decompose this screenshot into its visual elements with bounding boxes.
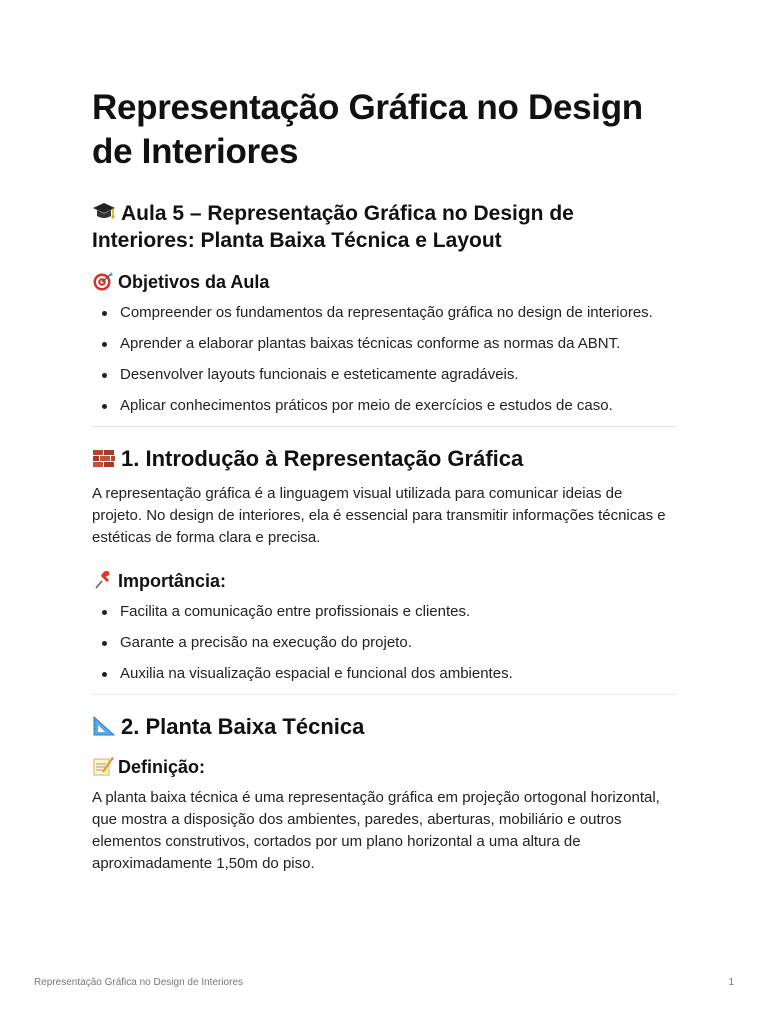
objectives-heading-text: Objetivos da Aula [118, 272, 270, 292]
list-item: Facilita a comunicação entre profissionais e clientes. [120, 601, 676, 623]
list-item: Desenvolver layouts funcionais e esteticamente agradáveis. [120, 364, 676, 386]
objectives-list [92, 302, 676, 417]
importance-heading [92, 569, 676, 593]
definition-heading [92, 755, 676, 779]
bricks-icon [92, 447, 116, 469]
document-page [92, 86, 676, 895]
importance-heading-text: Importância: [118, 571, 227, 591]
section1-paragraph: A representação gráfica é a linguagem visual utilizada para comunicar ideias de projeto. No design de interiores, ela é essencial para transmitir informações técnicas e estéticas de forma clara e precisa. [92, 485, 666, 546]
section1-heading [92, 445, 676, 473]
list-item: Aprender a elaborar plantas baixas técnicas conforme as normas da ABNT. [120, 333, 676, 355]
section1-heading-text: 1. Introdução à Representação Gráfica [121, 446, 524, 471]
objectives-heading [92, 270, 676, 294]
section2-heading-text: 2. Planta Baixa Técnica [121, 714, 365, 739]
graduation-cap-icon [92, 201, 116, 223]
definition-heading-text: Definição: [118, 757, 206, 777]
page-footer [34, 977, 734, 988]
importance-list [92, 601, 676, 685]
memo-icon [92, 756, 114, 776]
document-title: Representação Gráfica no Design de Interiores [92, 88, 643, 171]
list-item: Aplicar conhecimentos práticos por meio de exercícios e estudos de caso. [120, 395, 676, 417]
footer-title: Representação Gráfica no Design de Interiores [34, 977, 244, 988]
lesson-heading [92, 200, 676, 254]
target-icon [92, 271, 114, 291]
definition-paragraph: A planta baixa técnica é uma representação gráfica em projeção ortogonal horizontal, que mostra a disposição dos ambientes, paredes, aberturas, mobiliário e outros elementos construtivos, cortados por um plano horizontal a uma altura de aproximadamente 1,50m do piso. [92, 789, 660, 872]
section-divider [92, 426, 676, 427]
section-divider [92, 694, 676, 695]
pushpin-icon [92, 570, 114, 590]
lesson-heading-text: Aula 5 – Representação Gráfica no Design de Interiores: Planta Baixa Técnica e Layout [92, 202, 574, 252]
list-item: Compreender os fundamentos da representação gráfica no design de interiores. [120, 302, 676, 324]
section2-heading [92, 713, 676, 741]
list-item: Auxilia na visualização espacial e funcional dos ambientes. [120, 663, 676, 685]
triangular-ruler-icon [92, 715, 116, 737]
list-item: Garante a precisão na execução do projeto. [120, 632, 676, 654]
page-number: 1 [728, 977, 734, 988]
